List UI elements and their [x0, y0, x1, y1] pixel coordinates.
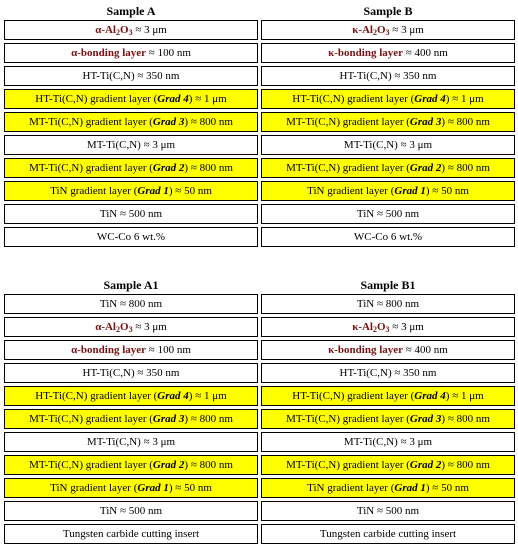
coating-layer — [261, 66, 515, 86]
alumina-phase: κ — [352, 321, 359, 333]
coating-layer — [4, 89, 258, 109]
layer-thickness: ) ≈ 50 nm — [168, 482, 212, 494]
layer-thickness: ≈ 400 nm — [405, 344, 448, 356]
layer-thickness: ) ≈ 800 nm — [184, 162, 233, 174]
coating-layer — [4, 340, 258, 360]
layer-stack — [261, 294, 515, 544]
coating-layer — [261, 501, 515, 521]
panel-sample-b — [261, 2, 515, 250]
coating-layer — [261, 432, 515, 452]
coating-layer — [261, 89, 515, 109]
coating-layer — [261, 112, 515, 132]
gradient-tag: Grad 4 — [414, 93, 446, 105]
layer-thickness: ) ≈ 1 μm — [188, 93, 227, 105]
gradient-tag: Grad 2 — [152, 162, 185, 174]
gradient-tag: Grad 1 — [394, 482, 426, 494]
gradient-tag: Grad 1 — [394, 185, 426, 197]
panel-title: Sample B1 — [360, 278, 416, 292]
layer-label: HT-Ti(C,N) gradient layer ( — [35, 93, 158, 105]
gradient-tag: Grad 4 — [414, 390, 446, 402]
alumina-formula: $\alpha-Al_2O_3$ — [95, 24, 133, 37]
layer-label: TiN ≈ 800 nm — [356, 298, 420, 310]
gradient-tag: Grad 4 — [157, 390, 189, 402]
gradient-tag: Grad 2 — [152, 459, 185, 471]
layer-label: HT-Ti(C,N) gradient layer ( — [292, 390, 415, 402]
coating-layer — [4, 227, 258, 247]
coating-layer — [261, 363, 515, 383]
coating-layer — [4, 501, 258, 521]
layer-thickness: ) ≈ 1 μm — [188, 390, 227, 402]
gradient-tag: Grad 2 — [409, 162, 442, 174]
layer-stack — [4, 294, 258, 544]
panel-title: Sample A — [106, 4, 156, 18]
coating-layer — [4, 204, 258, 224]
alumina-phase: α — [95, 24, 102, 36]
gradient-tag: Grad 3 — [409, 116, 442, 128]
layer-stack — [261, 20, 515, 247]
layer-thickness: ≈ 3 μm — [392, 24, 424, 36]
coating-layer — [4, 181, 258, 201]
panel-sample-b1 — [261, 276, 515, 547]
layer-label: WC-Co 6 wt.% — [96, 231, 166, 243]
layer-thickness: ) ≈ 800 nm — [184, 116, 233, 128]
layer-label: HT-Ti(C,N) ≈ 350 nm — [339, 367, 437, 379]
layer-label: TiN gradient layer ( — [50, 482, 138, 494]
layer-thickness: ≈ 3 μm — [135, 321, 167, 333]
layer-label: WC-Co 6 wt.% — [353, 231, 423, 243]
layer-thickness: ) ≈ 1 μm — [445, 390, 484, 402]
coating-layer — [4, 20, 258, 40]
layer-label: MT-Ti(C,N) gradient layer ( — [286, 459, 410, 471]
layer-label: TiN ≈ 500 nm — [99, 505, 163, 517]
coating-layer — [4, 112, 258, 132]
layer-thickness: ) ≈ 800 nm — [441, 413, 490, 425]
layer-thickness: ) ≈ 800 nm — [441, 162, 490, 174]
bonding-layer-label: α-bonding layer — [71, 344, 147, 356]
layer-thickness: ≈ 400 nm — [405, 47, 448, 59]
layer-thickness: ≈ 3 μm — [392, 321, 424, 333]
gradient-tag: Grad 1 — [137, 482, 169, 494]
layer-label: TiN ≈ 500 nm — [356, 505, 420, 517]
coating-layer — [261, 317, 515, 337]
layer-thickness: ) ≈ 800 nm — [184, 413, 233, 425]
coating-layer — [4, 432, 258, 452]
coating-layer — [261, 294, 515, 314]
layer-label: HT-Ti(C,N) ≈ 350 nm — [82, 367, 180, 379]
layer-label: TiN ≈ 500 nm — [356, 208, 420, 220]
coating-layer — [4, 135, 258, 155]
coating-layer — [4, 363, 258, 383]
coating-layer — [261, 340, 515, 360]
gradient-tag: Grad 1 — [137, 185, 169, 197]
coating-layer — [4, 478, 258, 498]
layer-label: TiN gradient layer ( — [307, 482, 395, 494]
layer-label: HT-Ti(C,N) gradient layer ( — [292, 93, 415, 105]
bonding-layer-label: κ-bonding layer — [328, 344, 404, 356]
layer-label: Tungsten carbide cutting insert — [62, 528, 200, 540]
layer-label: HT-Ti(C,N) ≈ 350 nm — [339, 70, 437, 82]
layer-label: TiN gradient layer ( — [50, 185, 138, 197]
coating-layer — [4, 158, 258, 178]
layer-label: HT-Ti(C,N) ≈ 350 nm — [82, 70, 180, 82]
layer-label: MT-Ti(C,N) ≈ 3 μm — [86, 139, 176, 151]
gradient-tag: Grad 2 — [409, 459, 442, 471]
gradient-tag: Grad 3 — [409, 413, 442, 425]
layer-thickness: ) ≈ 50 nm — [425, 185, 469, 197]
panel-title: Sample A1 — [103, 278, 159, 292]
coating-layer — [4, 409, 258, 429]
layer-thickness: ) ≈ 800 nm — [441, 116, 490, 128]
layer-stack — [4, 20, 258, 247]
gradient-tag: Grad 4 — [157, 93, 189, 105]
alumina-phase: α — [95, 321, 102, 333]
coating-layer — [261, 20, 515, 40]
layer-label: TiN ≈ 800 nm — [99, 298, 163, 310]
coating-layer — [4, 317, 258, 337]
layer-thickness: ) ≈ 50 nm — [168, 185, 212, 197]
coating-layer — [4, 66, 258, 86]
layer-label: MT-Ti(C,N) gradient layer ( — [29, 162, 153, 174]
layer-label: MT-Ti(C,N) gradient layer ( — [29, 413, 153, 425]
layer-thickness: ≈ 3 μm — [135, 24, 167, 36]
alumina-formula: $\kappa-Al_2O_3$ — [352, 321, 390, 334]
panel-sample-a — [4, 2, 258, 250]
layer-label: HT-Ti(C,N) gradient layer ( — [35, 390, 158, 402]
gradient-tag: Grad 3 — [152, 116, 185, 128]
bonding-layer-label: κ-bonding layer — [328, 47, 404, 59]
panel-title: Sample B — [363, 4, 413, 18]
bonding-layer-label: α-bonding layer — [71, 47, 147, 59]
layer-label: MT-Ti(C,N) ≈ 3 μm — [343, 139, 433, 151]
layer-label: TiN gradient layer ( — [307, 185, 395, 197]
panel-sample-a1 — [4, 276, 258, 547]
coating-layer — [4, 386, 258, 406]
layer-label: Tungsten carbide cutting insert — [319, 528, 457, 540]
coating-layer — [261, 409, 515, 429]
layer-label: MT-Ti(C,N) gradient layer ( — [286, 413, 410, 425]
layer-label: TiN ≈ 500 nm — [99, 208, 163, 220]
layer-label: MT-Ti(C,N) ≈ 3 μm — [343, 436, 433, 448]
coating-layer — [261, 478, 515, 498]
alumina-formula: $\kappa-Al_2O_3$ — [352, 24, 390, 37]
coating-layer — [4, 455, 258, 475]
layer-label: MT-Ti(C,N) ≈ 3 μm — [86, 436, 176, 448]
coating-layer — [261, 524, 515, 544]
coating-layer — [261, 181, 515, 201]
coating-layer — [261, 227, 515, 247]
gradient-tag: Grad 3 — [152, 413, 185, 425]
coating-layer — [4, 524, 258, 544]
layer-label: MT-Ti(C,N) gradient layer ( — [29, 459, 153, 471]
coating-layer — [261, 158, 515, 178]
coating-layer — [261, 135, 515, 155]
layer-thickness: ≈ 100 nm — [148, 344, 191, 356]
coating-layer — [261, 386, 515, 406]
layer-label: MT-Ti(C,N) gradient layer ( — [286, 116, 410, 128]
alumina-phase: κ — [352, 24, 359, 36]
coating-layer — [4, 43, 258, 63]
layer-label: MT-Ti(C,N) gradient layer ( — [29, 116, 153, 128]
layer-thickness: ) ≈ 800 nm — [184, 459, 233, 471]
layer-thickness: ) ≈ 800 nm — [441, 459, 490, 471]
coating-layer — [261, 204, 515, 224]
layer-thickness: ≈ 100 nm — [148, 47, 191, 59]
coating-layer — [261, 455, 515, 475]
layer-label: MT-Ti(C,N) gradient layer ( — [286, 162, 410, 174]
coating-layer — [261, 43, 515, 63]
layer-thickness: ) ≈ 1 μm — [445, 93, 484, 105]
alumina-formula: $\alpha-Al_2O_3$ — [95, 321, 133, 334]
coating-layer — [4, 294, 258, 314]
layer-thickness: ) ≈ 50 nm — [425, 482, 469, 494]
